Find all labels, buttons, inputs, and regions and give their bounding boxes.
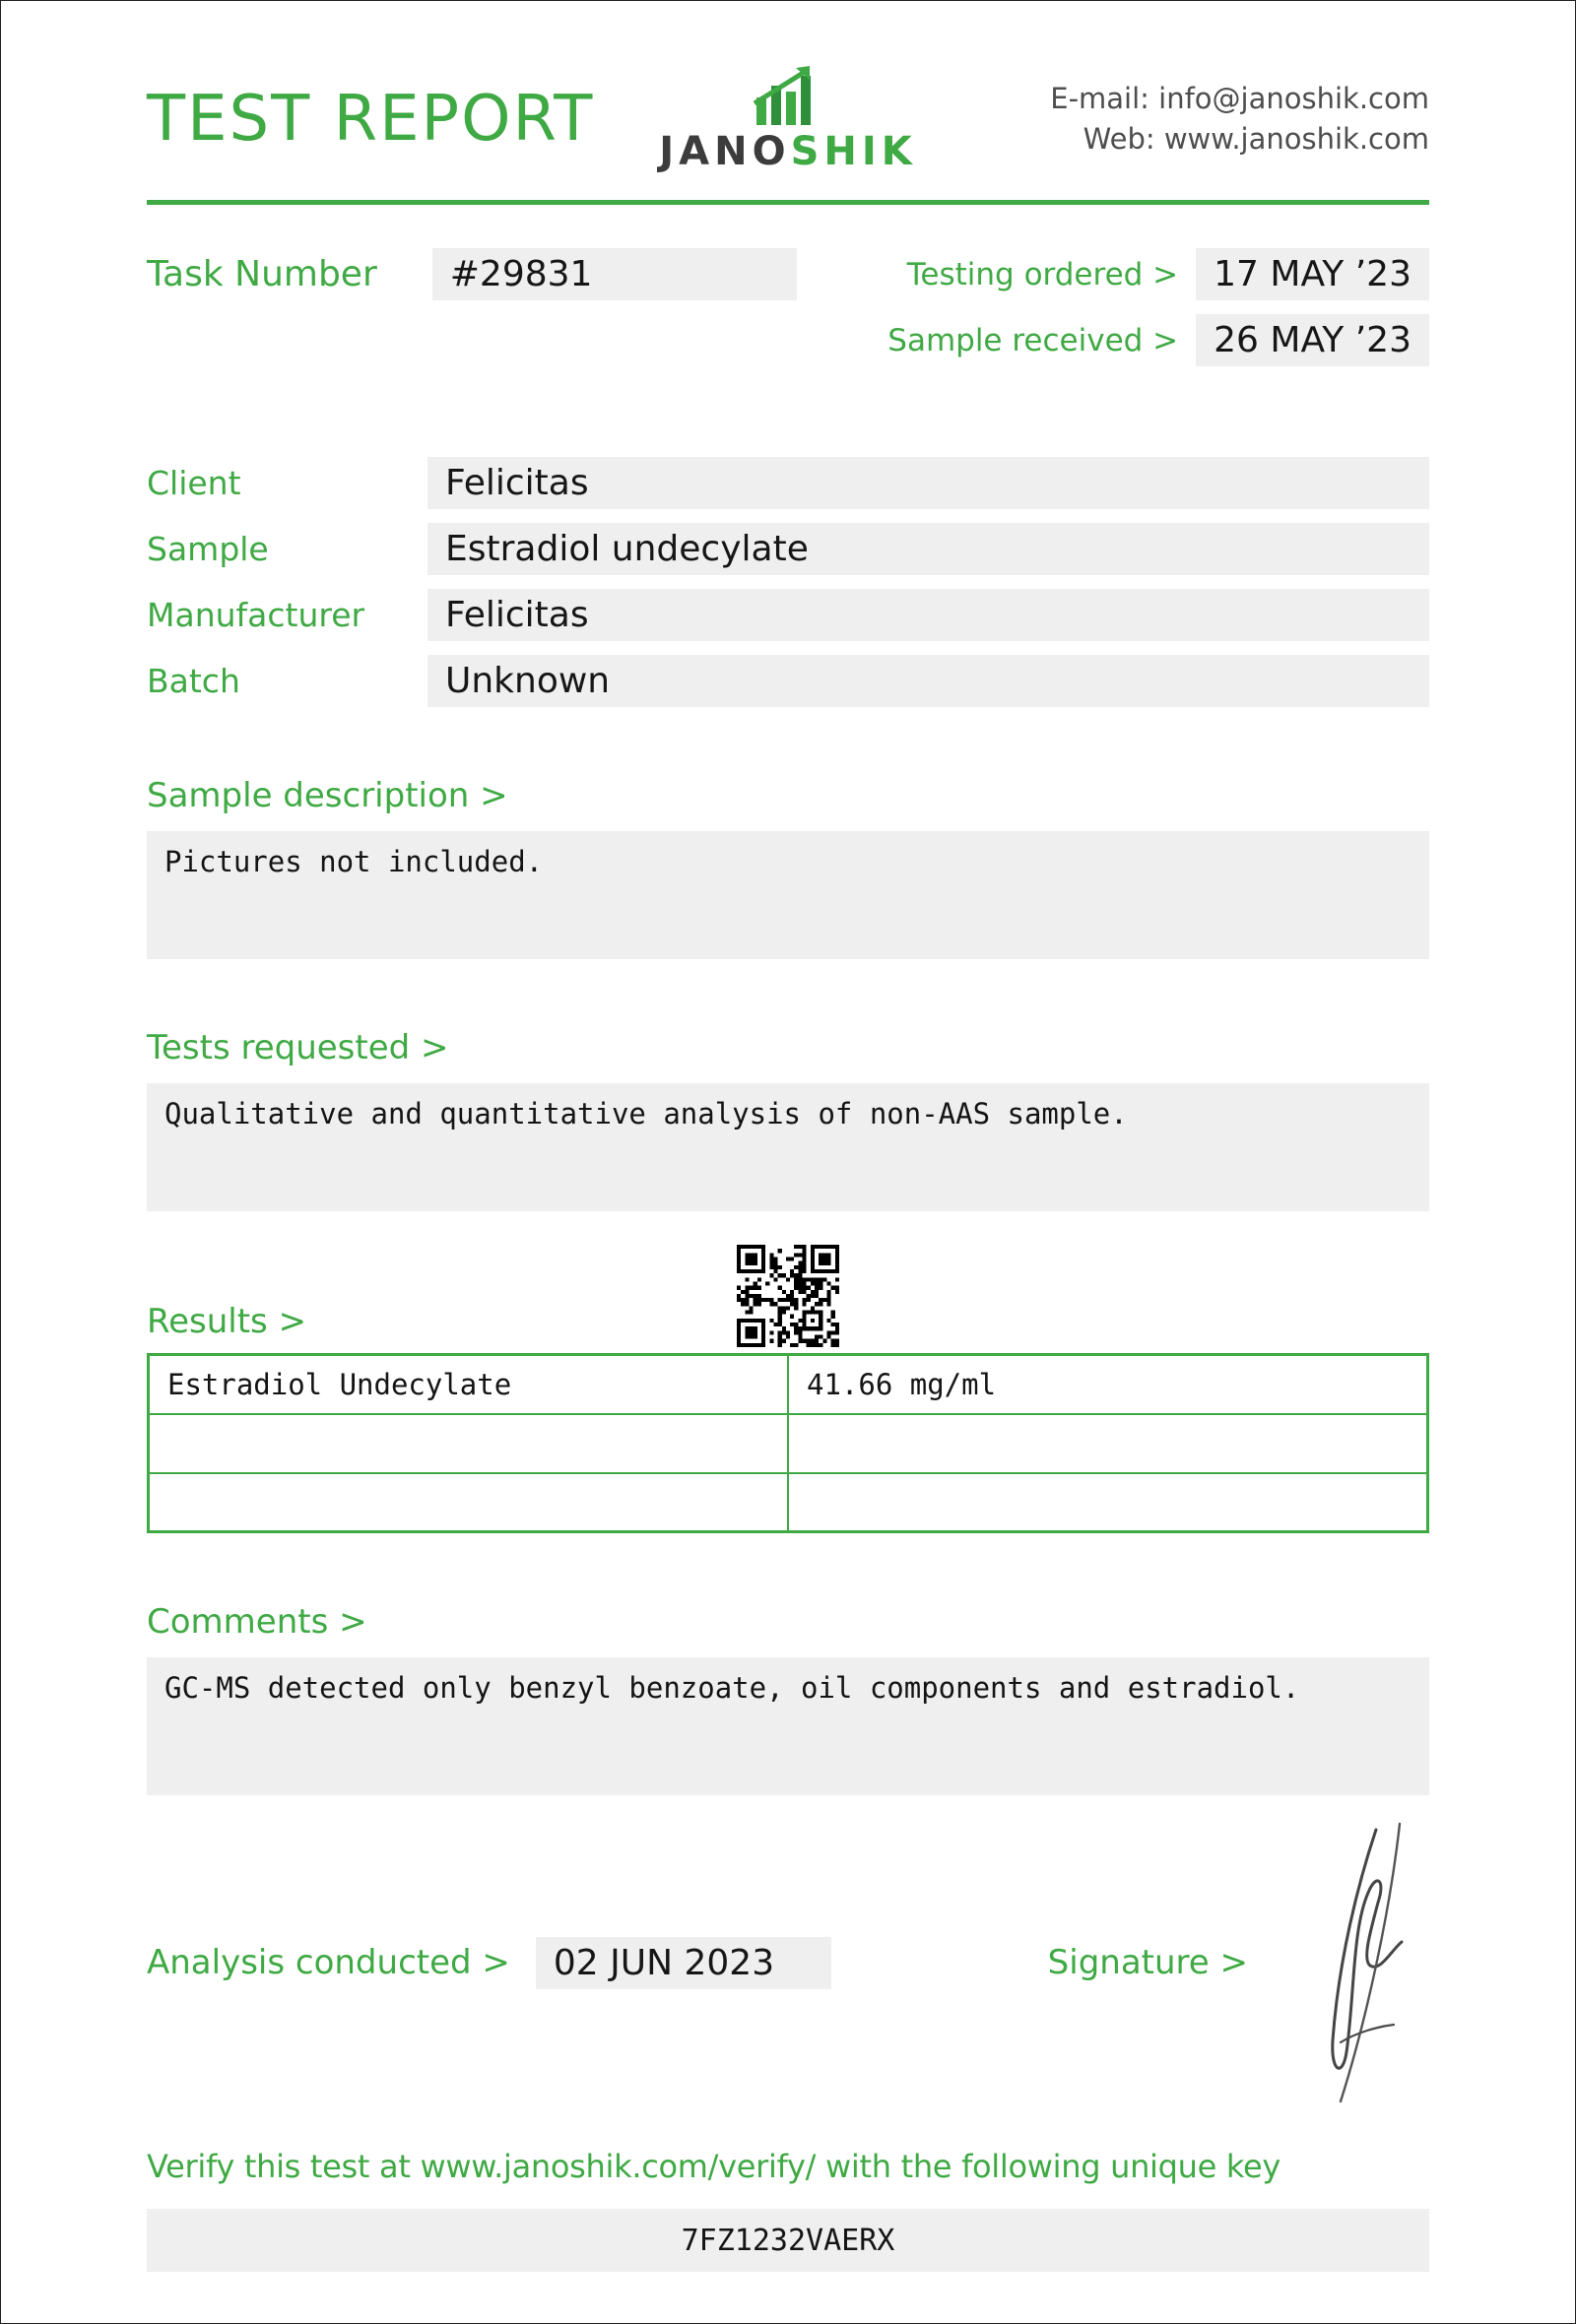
field-row-sample — [147, 523, 1429, 575]
task-row — [147, 248, 1429, 366]
batch-label: Batch — [147, 662, 240, 700]
tests-requested-box: Qualitative and quantitative analysis of non-AAS sample. — [147, 1083, 1429, 1211]
result-name-cell — [149, 1414, 789, 1473]
field-row-batch — [147, 655, 1429, 707]
report-header — [147, 64, 1429, 174]
email-line: E-mail: info@janoshik.com — [1050, 82, 1429, 116]
sample-description-heading: Sample description > — [147, 776, 508, 815]
signature-label: Signature > — [1047, 1943, 1248, 1982]
client-label: Client — [147, 464, 241, 502]
comments-box: GC-MS detected only benzyl benzoate, oil components and estradiol. — [147, 1657, 1429, 1795]
testing-ordered-row — [887, 248, 1429, 300]
results-heading: Results > — [147, 1302, 307, 1341]
result-name-cell — [149, 1473, 789, 1532]
results-table — [147, 1353, 1429, 1533]
footer-row — [147, 1933, 1429, 1992]
signature-image — [1281, 1933, 1429, 1992]
sample-received-label: Sample received > — [887, 322, 1179, 358]
sample-fields — [147, 457, 1429, 707]
sample-received-row — [887, 314, 1429, 366]
result-value-cell — [788, 1473, 1428, 1532]
sample-received-date: 26 MAY ’23 — [1196, 314, 1429, 366]
tests-requested-heading: Tests requested > — [147, 1028, 449, 1067]
result-value-cell — [788, 1414, 1428, 1473]
table-row — [149, 1414, 1428, 1473]
report-title: TEST REPORT — [147, 83, 595, 156]
task-number-group — [147, 248, 797, 300]
contact-info — [1050, 79, 1429, 159]
web-line: Web: www.janoshik.com — [1083, 122, 1429, 156]
client-value: Felicitas — [427, 457, 1429, 509]
task-number-value: #29831 — [432, 248, 797, 300]
verify-text: Verify this test at www.janoshik.com/verify/ with the following unique key — [147, 2148, 1281, 2185]
analysis-conducted-label: Analysis conducted > — [147, 1943, 510, 1982]
table-row — [149, 1355, 1428, 1414]
testing-ordered-date: 17 MAY ’23 — [1196, 248, 1429, 300]
analysis-group — [147, 1937, 831, 1989]
manufacturer-label: Manufacturer — [147, 596, 365, 634]
analysis-date: 02 JUN 2023 — [536, 1937, 831, 1989]
results-header — [147, 1245, 1429, 1347]
field-row-client — [147, 457, 1429, 509]
testing-ordered-label: Testing ordered > — [906, 256, 1179, 292]
logo-text-jano: JANO — [659, 129, 791, 174]
logo-text-shik: SHIK — [790, 129, 917, 174]
task-number-label: Task Number — [147, 254, 377, 294]
result-value-cell: 41.66 mg/ml — [788, 1355, 1428, 1414]
manufacturer-value: Felicitas — [427, 589, 1429, 641]
batch-value: Unknown — [427, 655, 1429, 707]
bar-chart-up-arrow-icon — [739, 64, 837, 125]
dates-group — [887, 248, 1429, 366]
field-row-manufacturer — [147, 589, 1429, 641]
header-divider — [147, 200, 1429, 205]
qr-code-icon — [737, 1245, 839, 1347]
sample-value: Estradiol undecylate — [427, 523, 1429, 575]
table-row — [149, 1473, 1428, 1532]
signature-area — [1048, 1933, 1429, 1992]
logo-text — [659, 129, 917, 174]
verify-key: 7FZ1232VAERX — [147, 2209, 1429, 2272]
janoshik-logo — [659, 64, 917, 174]
result-name-cell: Estradiol Undecylate — [149, 1355, 789, 1414]
sample-label: Sample — [147, 530, 269, 568]
comments-heading: Comments > — [147, 1602, 367, 1642]
sample-description-box: Pictures not included. — [147, 831, 1429, 959]
